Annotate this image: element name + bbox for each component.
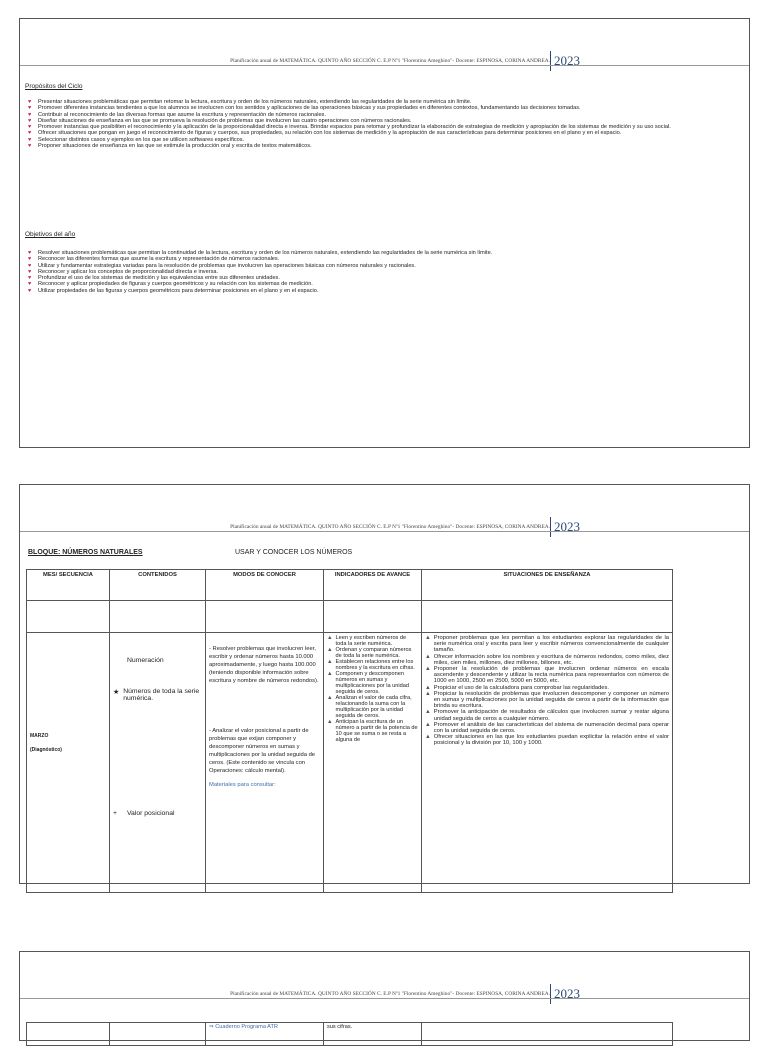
situacion-item: Promover el análisis de las características del sistema de numeración decimal para operar con la unidad seguida de ceros. <box>433 721 669 735</box>
col-indicadores: INDICADORES DE AVANCE <box>324 570 422 601</box>
triangle-icon: ▲ <box>327 659 333 665</box>
header-year: 2023 <box>550 984 580 1004</box>
planning-table-continued <box>26 1022 673 1046</box>
planning-table <box>26 569 673 893</box>
indicador-item: Establecen relaciones entre los nombres y la escritura en cifras. <box>335 659 415 671</box>
situaciones-cell <box>422 633 673 893</box>
modo-item: - Resolver problemas que involucren leer, escribir y ordenar números hasta 10.000 aproximadamente, y luego hasta 100.000 (teniendo disponible información sobre escritura y nombre de números redondos). <box>209 646 319 684</box>
list-item: ♥ Utilizar y fundamentar estrategias variadas para la resolución de problemas que involucren las operaciones básicas con números naturales y racionales. <box>25 263 743 269</box>
triangle-icon: ▲ <box>327 647 333 653</box>
triangle-icon: ▲ <box>425 684 431 691</box>
objetivos-list <box>25 250 743 294</box>
list-item: ♥ Promover diferentes instancias tendientes a que los alumnos se involucren con los sentidos y aplicaciones de las operaciones básicas y sus propiedades en diferentes contextos, fundamentando las decisiones tomadas. <box>25 105 743 111</box>
propositos-title: Propósitos del Ciclo <box>25 83 83 90</box>
page-3 <box>19 951 750 1041</box>
col-contenidos: CONTENIDOS <box>110 570 206 601</box>
contenido-valor: Valor posicional <box>127 810 175 817</box>
header-divider <box>20 65 749 66</box>
triangle-icon: ▲ <box>327 719 333 725</box>
list-item: ♥ Utilizar propiedades de las figuras y cuerpos geométricos para determinar posiciones en el plano y en el espacio. <box>25 288 743 294</box>
list-item: ♥ Resolver situaciones problemáticas que permitan la continuidad de la lectura, escritura y orden de los números naturales, extendiendo las regularidades de la serie numérica sin límite. <box>25 250 743 256</box>
list-item: ♥ Proponer situaciones de enseñanza en las que se estimule la producción oral y escrita de textos matemáticos. <box>25 143 743 149</box>
modo-item: - Analizar el valor posicional a partir de problemas que exijan componer y descomponer números en sumas y multiplicaciones por la unidad seguida de ceros. (Este contenido se vincula con Operaciones: cálculo mental). <box>209 728 316 774</box>
list-item: ♥ Profundizar el uso de los sistemas de medición y las equivalencias entre sus diferentes unidades. <box>25 275 743 281</box>
header-text: Planificación anual de MATEMÁTICA. QUINTO AÑO SECCIÓN C. E.P Nº1 "Florentino Ameghino"- Docente: ESPINOSA, CORINA ANDREA. <box>230 58 550 64</box>
mes-cell <box>27 633 110 893</box>
list-item: ♥ Reconocer y aplicar propiedades de figuras y cuerpos geométricos y su relación con los sistemas de medición. <box>25 281 743 287</box>
col-modos: MODOS DE CONOCER <box>206 570 324 601</box>
situacion-item: Propiciar la resolución de problemas que involucren descomponer y componer un número en sumas y multiplicaciones por la unidad seguida de ceros a partir de la información que brinda su escritura. <box>433 690 669 710</box>
cuaderno-link[interactable]: ⇒ Cuaderno Programa ATR <box>206 1023 324 1046</box>
situacion-item: Ofrecer situaciones en las que los estudiantes puedan explicitar la relación entre el valor posicional y la división por 10, 100 y 1000. <box>433 734 669 747</box>
triangle-icon: ▲ <box>327 695 333 701</box>
mes-label: MARZO <box>30 733 49 739</box>
triangle-icon: ▲ <box>425 635 431 641</box>
col-mes: MES/ SECUENCIA <box>27 570 110 601</box>
triangle-icon: ▲ <box>327 671 333 677</box>
page-header <box>20 507 749 534</box>
triangle-icon: ▲ <box>425 666 431 673</box>
bloque-title: BLOQUE: NÚMEROS NATURALES <box>28 549 143 556</box>
indicador-item: Ordenan y comparan números de toda la serie numérica. <box>335 647 412 659</box>
header-text: Planificación anual de MATEMÁTICA. QUINTO AÑO SECCIÓN C. E.P Nº1 "Florentino Ameghino"- Docente: ESPINOSA, CORINA ANDREA. <box>230 991 550 997</box>
mes-note: (Diagnóstico) <box>30 747 62 753</box>
indicador-item: Componen y descomponen números en sumas y multiplicaciones por la unidad seguida de ceros. <box>335 671 409 695</box>
list-item: ♥ Presentar situaciones problemáticas que permitan retomar la lectura, escritura y orden de los números naturales, extendiendo las regularidades de la serie numérica sin límite. <box>25 99 743 105</box>
triangle-icon: ▲ <box>425 709 431 716</box>
header-text: Planificación anual de MATEMÁTICA. QUINTO AÑO SECCIÓN C. E.P Nº1 "Florentino Ameghino"- Docente: ESPINOSA, CORINA ANDREA. <box>230 524 550 530</box>
list-item: ♥ Ofrecer situaciones que pongan en juego el reconocimiento de figuras y cuerpos, sus propiedades, su relación con los sistemas de medición y la apropiación de sus características para determinar posiciones en el plano y en el espacio. <box>25 130 743 136</box>
situacion-item: Propiciar el uso de la calculadora para comprobar las regularidades. <box>433 684 610 691</box>
situacion-item: Proponer la resolución de problemas que involucren ordenar números en escala ascendente y descendente y utilizar la recta numérica para representarlos con números de 1000 en 1000, 2500 en 2500, 5000 en 5000, etc. <box>433 666 669 685</box>
indicador-item: Leen y escriben números de toda la serie numérica. <box>335 635 407 647</box>
materiales-link[interactable]: Materiales para consultar: <box>209 782 276 788</box>
propositos-list <box>25 99 743 149</box>
triangle-icon: ▲ <box>425 690 431 697</box>
page-2 <box>19 484 750 884</box>
col-situaciones: SITUACIONES DE ENSEÑANZA <box>422 570 673 601</box>
triangle-icon: ▲ <box>425 653 431 660</box>
list-item: ♥ Promover instancias que posibiliten el reconocimiento y la aplicación de la proporcionalidad directa e inversa. Brindar espacios para retomar y profundizar la elaboración de estrategias de medición y apropiación de los sistemas de medición y su uso social. <box>25 124 743 130</box>
situacion-item: Ofrecer información sobre los nombres y escritura de números redondos, como miles, diez miles, cien miles, millones, diez millones, billones, etc. <box>433 653 669 666</box>
situacion-item: Promover la anticipación de resultados de cálculos que involucren sumar y restar alguna unidad seguida de ceros a cualquier número. <box>433 709 669 722</box>
bullet-icon: ★ <box>113 689 120 696</box>
bloque-subtitle: USAR Y CONOCER LOS NÚMEROS <box>235 549 353 556</box>
page-header <box>20 974 749 1001</box>
contenidos-cell <box>110 633 206 893</box>
header-year: 2023 <box>550 51 580 71</box>
list-item: ♥ Diseñar situaciones de enseñanza en las que se promueva la resolución de problemas que involucren las cuatro operaciones con números racionales. <box>25 118 743 124</box>
triangle-icon: ▲ <box>327 635 333 641</box>
situacion-item: Proponer problemas que les permitan a los estudiantes explorar las regularidades de la serie numérica oral y escrita para leer y escribir números convencionalmente de cualquier tamaño. <box>433 635 669 654</box>
bullet-icon: + <box>113 810 117 817</box>
header-divider <box>20 998 749 999</box>
page-header <box>20 41 749 68</box>
list-item: ♥ Seleccionar distintos casos y ejemplos en los que se utilicen softwares específicos. <box>25 137 743 143</box>
triangle-icon: ▲ <box>425 721 431 728</box>
contenido-serie: Números de toda la serie numérica. <box>123 688 200 702</box>
list-item: ♥ Contribuir al reconocimiento de las diversas formas que asume la escritura y representación de números racionales. <box>25 112 743 118</box>
contenido-numeracion: Numeración <box>127 657 164 664</box>
list-item: ♥ Reconocer las diferentes formas que asume la escritura y representación de números racionales. <box>25 256 743 262</box>
page-1 <box>19 18 750 448</box>
indicador-item: Analizan el valor de cada cifra, relacionando la suma con la multiplicación por la unidad seguida de ceros. <box>335 695 412 719</box>
header-divider <box>20 531 749 532</box>
modos-cell <box>206 633 324 893</box>
indicador-cont: sus cifras. <box>324 1023 422 1046</box>
list-item: ♥ Reconocer y aplicar los conceptos de proporcionalidad directa e inversa. <box>25 269 743 275</box>
triangle-icon: ▲ <box>425 734 431 741</box>
indicadores-cell <box>324 633 422 893</box>
indicador-item: Anticipan la escritura de un número a partir de la potencia de 10 que se suma o se resta a alguna de <box>335 719 418 743</box>
header-year: 2023 <box>550 517 580 537</box>
objetivos-title: Objetivos del año <box>25 231 76 238</box>
